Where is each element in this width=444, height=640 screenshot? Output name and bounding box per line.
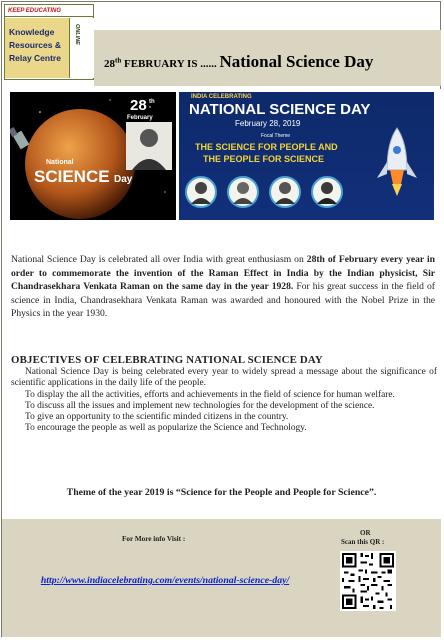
list-item <box>11 401 437 412</box>
svg-text:THE PEOPLE FOR SCIENCE: THE PEOPLE FOR SCIENCE <box>203 154 325 164</box>
intro-text-a: National Science Day is celebrated all over India with great enthusiasm on <box>11 254 307 265</box>
svg-text:February 28, 2019: February 28, 2019 <box>235 119 301 128</box>
list-item-text: To encourage the people as well as popularize the Science and Technology. <box>25 423 307 434</box>
intro-text-c: For his great success in the field of science in India, Chandrasekhara Venkata Raman was awarded and honoured with the Nobel Prize in the Physics in the year 1930. <box>11 281 435 319</box>
science-day-banner-image <box>179 92 434 220</box>
svg-text:INDIA CELEBRATING: INDIA CELEBRATING <box>191 94 252 100</box>
svg-text:THE SCIENCE FOR PEOPLE AND: THE SCIENCE FOR PEOPLE AND <box>195 142 338 152</box>
planet-icon <box>25 109 135 219</box>
event-link[interactable]: http://www.indiacelebrating.com/events/national-science-day/ <box>40 575 290 586</box>
article-body <box>2 229 441 519</box>
more-info-label: For More info Visit : <box>122 535 186 543</box>
qr-code-graphic <box>342 553 394 609</box>
list-item-text: To discuss all the issues and implement new technologies for the development of the science. <box>25 400 375 411</box>
list-item-text: To give an opportunity to the scientific minded citizens in the country. <box>25 412 289 423</box>
svg-text:Focal Theme: Focal Theme <box>261 133 291 139</box>
list-item <box>11 390 437 401</box>
theme-statement: Theme of the year 2019 is “Science for the People and People for Science”. <box>66 487 377 498</box>
badge-line-3: Relay Centre <box>9 53 61 63</box>
svg-text:28: 28 <box>130 97 147 114</box>
intro-text-bold: 28th of February every year in order to commemorate the invention of the Raman Effect in India by the Indian physicist, Sir Chandrasekhara Venkata Raman on the same day in the year 1928. <box>11 254 435 292</box>
objectives-heading: OBJECTIVES OF CELEBRATING NATIONAL SCIENCE DAY <box>11 354 323 366</box>
image-row <box>2 89 441 229</box>
title-date-day: 28 <box>104 58 115 70</box>
title-date <box>104 58 219 70</box>
badge-side-strip <box>69 18 94 78</box>
footer-band <box>2 519 441 637</box>
or-label: OR <box>360 529 371 537</box>
svg-text:Day: Day <box>114 174 133 185</box>
svg-text:NATIONAL SCIENCE DAY: NATIONAL SCIENCE DAY <box>189 101 371 118</box>
badge-side-text: ONLINE <box>74 24 80 45</box>
svg-text:SCIENCE: SCIENCE <box>34 167 110 186</box>
badge-tagline: KEEP EDUCATING <box>5 5 93 17</box>
scan-qr-label: Scan this QR : <box>341 538 385 546</box>
intro-paragraph <box>11 253 435 321</box>
badge-line-2: Resources & <box>9 40 61 50</box>
page-title <box>104 52 373 72</box>
list-item <box>11 423 437 434</box>
poster-illustration <box>10 92 176 220</box>
list-item <box>11 367 437 390</box>
badge-name <box>5 18 69 78</box>
badge-line-1: Knowledge <box>9 27 55 37</box>
krrc-badge <box>4 4 94 80</box>
list-item <box>11 412 437 423</box>
list-item-text: To display the all the activities, efforts and achievements in the field of science for human welfare. <box>25 389 395 400</box>
banner-illustration <box>179 92 434 220</box>
svg-text:National: National <box>46 159 74 166</box>
svg-text:th: th <box>149 99 155 105</box>
header <box>2 2 441 90</box>
objectives-list <box>11 367 437 435</box>
list-item-text: National Science Day is being celebrated every year to widely spread a message about the significance of scientific applications in the daily life of the people. <box>11 367 437 389</box>
svg-text:February: February <box>127 115 153 121</box>
title-date-suffix: th <box>115 56 122 65</box>
science-day-poster-image <box>10 92 176 220</box>
title-date-rest: FEBRUARY IS ...... <box>121 58 220 70</box>
title-main: National Science Day <box>219 52 374 71</box>
title-band <box>94 30 441 86</box>
qr-code-icon[interactable] <box>340 551 396 611</box>
